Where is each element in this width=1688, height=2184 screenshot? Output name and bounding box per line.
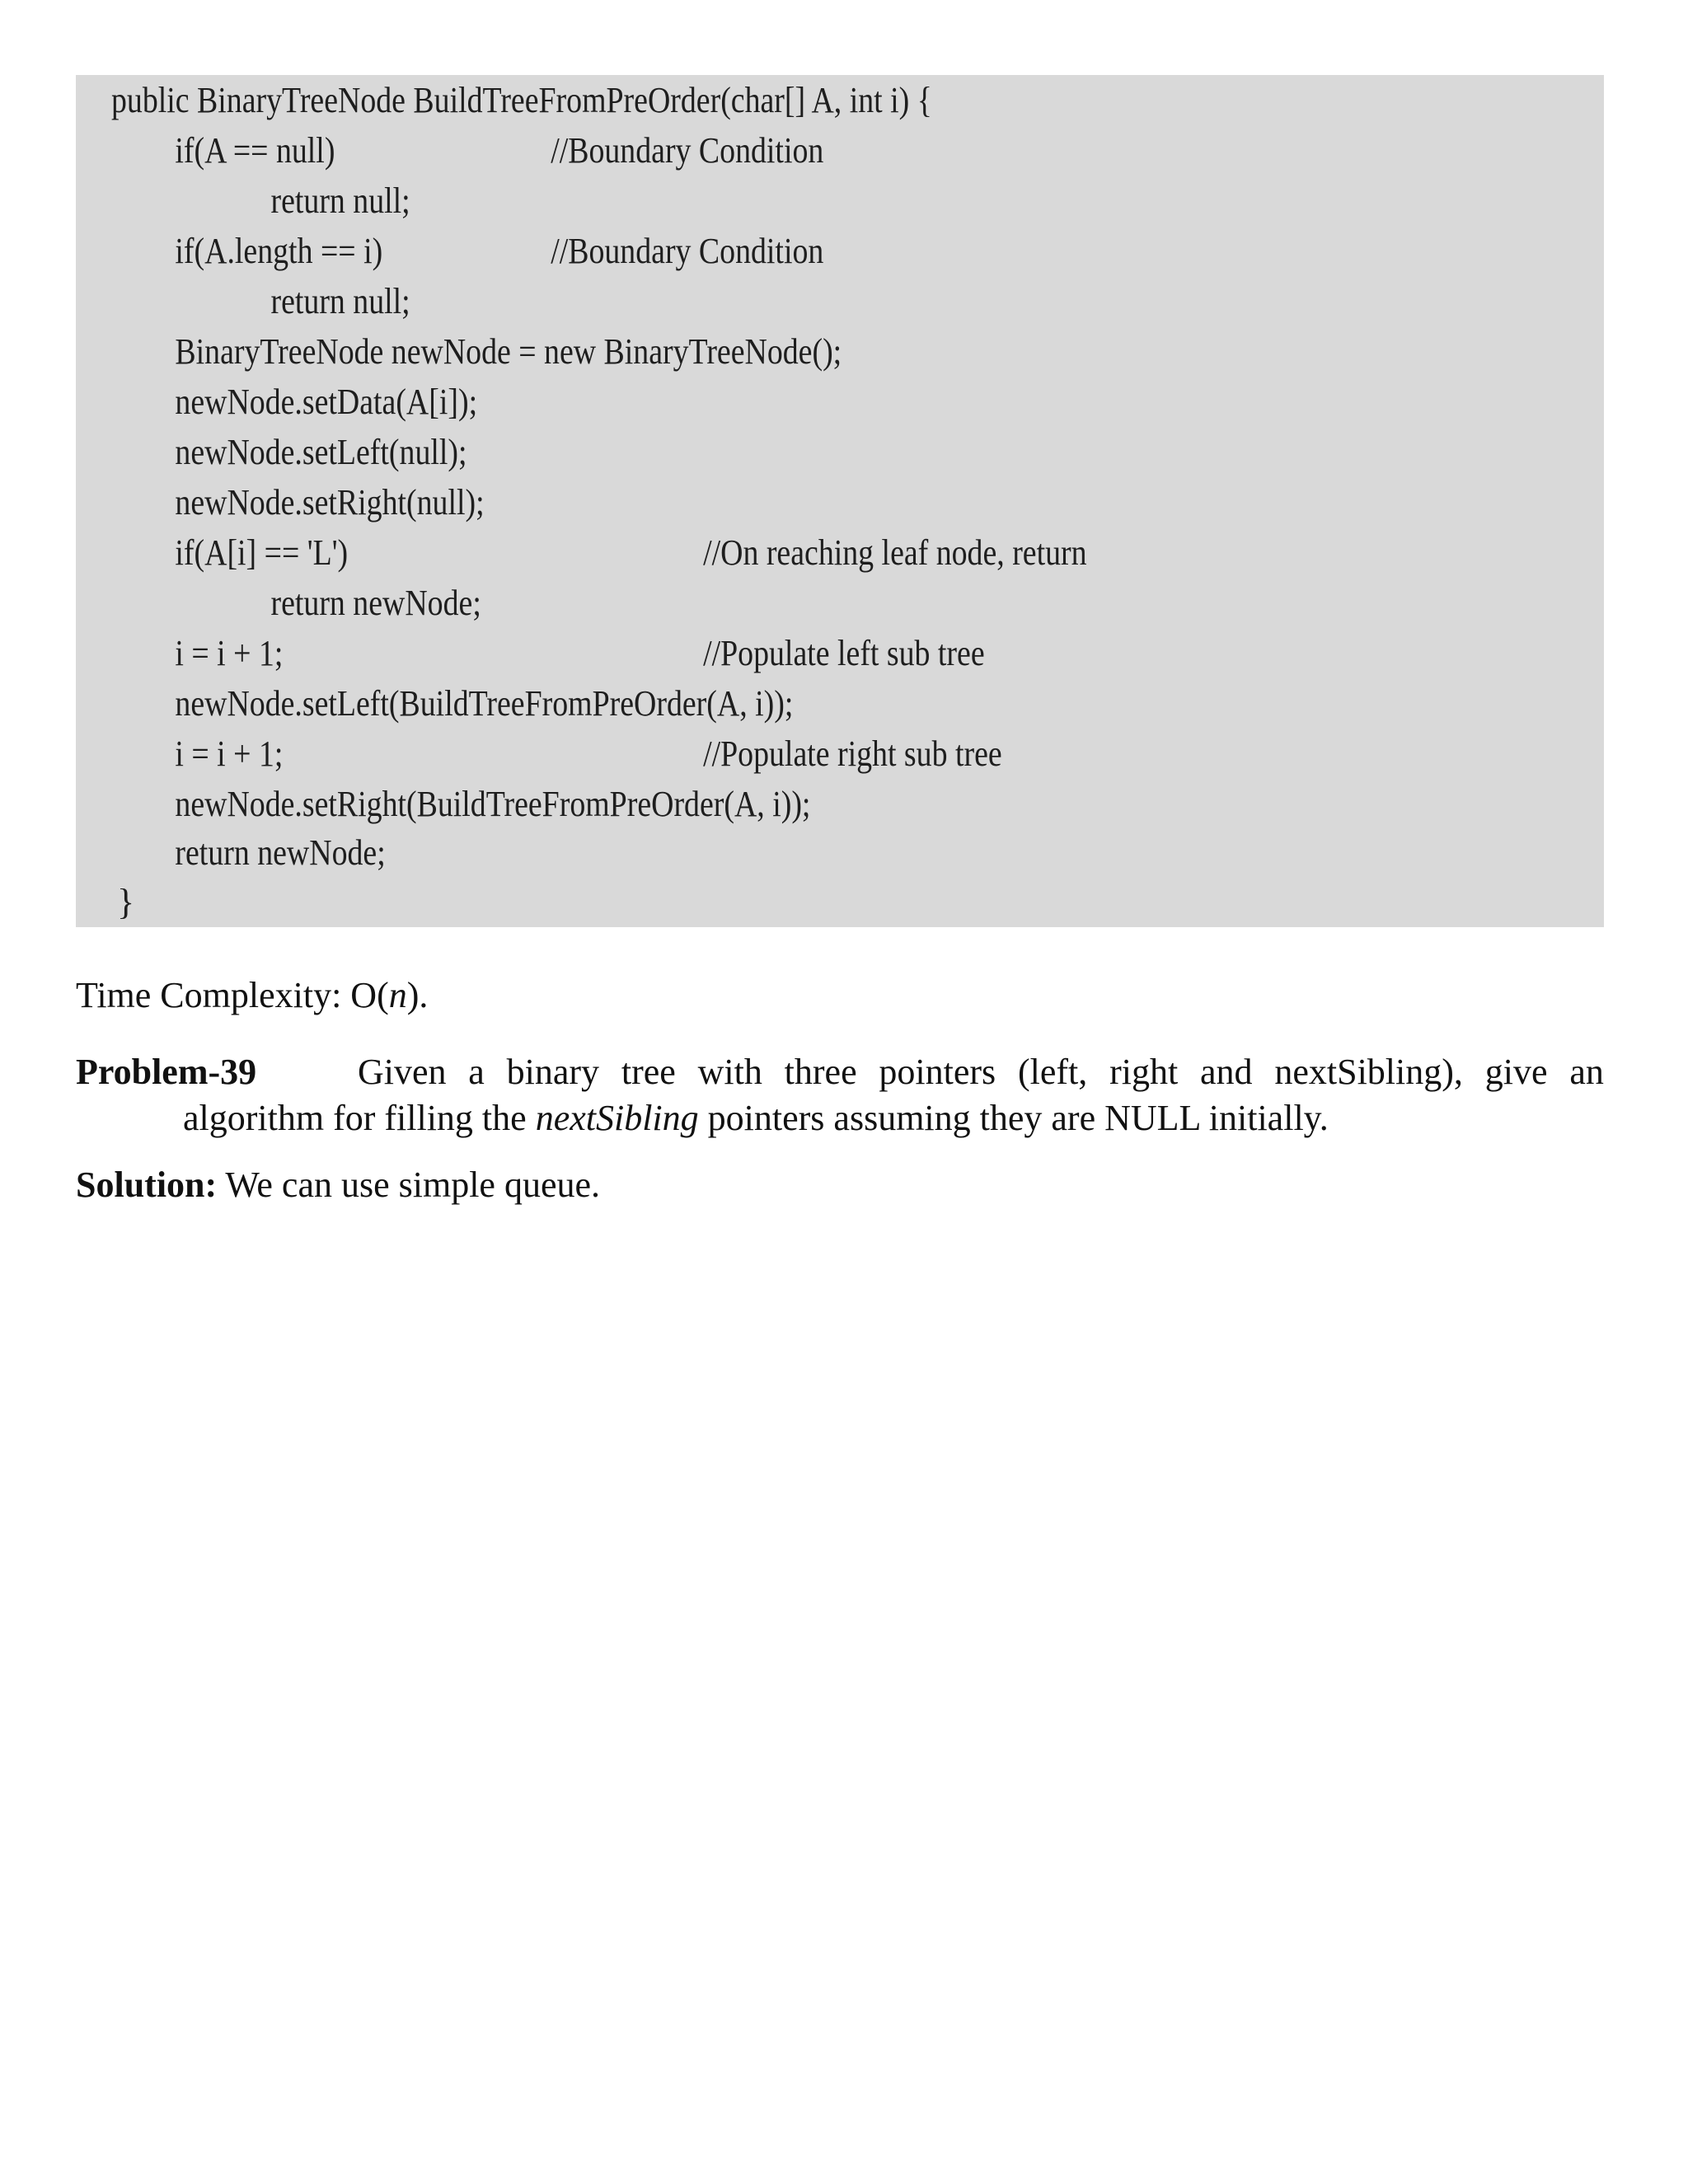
problem-word: an <box>1569 1052 1604 1092</box>
problem-word: tree <box>621 1052 676 1092</box>
code-line <box>76 276 410 326</box>
code-line <box>76 628 985 678</box>
code-text: i = i + 1; <box>175 633 284 673</box>
code-text: BinaryTreeNode newNode = new BinaryTreeNode(); <box>175 331 842 372</box>
problem-line-1 <box>76 1049 1604 1095</box>
problem-word: pointers <box>879 1052 996 1092</box>
problem-word: (left, <box>1017 1052 1088 1092</box>
problem-word: right <box>1109 1052 1179 1092</box>
code-text: if(A == null) <box>175 130 335 171</box>
code-text: newNode.setRight(null); <box>175 482 485 523</box>
problem-word: nextSibling), <box>1274 1052 1463 1092</box>
solution-text: We can use simple queue. <box>217 1165 601 1205</box>
problem-line2-suffix: pointers assuming they are NULL initially. <box>698 1098 1329 1138</box>
time-complexity-suffix: ). <box>406 975 429 1015</box>
code-text: return null; <box>270 281 410 321</box>
code-line <box>76 75 932 125</box>
code-text: newNode.setLeft(BuildTreeFromPreOrder(A, i)); <box>175 683 794 724</box>
solution <box>76 1162 600 1208</box>
code-text: return newNode; <box>270 583 481 623</box>
code-line <box>76 729 1002 779</box>
problem-line-2 <box>76 1095 1604 1141</box>
problem-line2-prefix: algorithm for filling the <box>183 1098 536 1138</box>
code-text: return null; <box>270 180 410 221</box>
code-line <box>76 527 1087 578</box>
problem-line2-emphasis: nextSibling <box>535 1098 699 1138</box>
time-complexity-variable: n <box>388 975 407 1015</box>
code-line <box>76 477 485 527</box>
code-comment: //On reaching leaf node, return <box>703 532 1087 573</box>
problem-statement <box>76 1049 1604 1141</box>
problem-word: and <box>1200 1052 1253 1092</box>
problem-word: binary <box>506 1052 600 1092</box>
code-comment: //Populate left sub tree <box>703 633 985 673</box>
code-line <box>76 427 467 477</box>
problem-word: with <box>697 1052 762 1092</box>
code-line <box>76 377 478 427</box>
solution-label: Solution: <box>76 1165 218 1205</box>
code-text: if(A.length == i) <box>175 231 383 271</box>
code-text: public BinaryTreeNode BuildTreeFromPreOrder(char[] A, int i) { <box>111 80 932 120</box>
code-line <box>76 226 824 276</box>
code-line <box>76 578 481 628</box>
code-line <box>76 326 842 377</box>
code-text: i = i + 1; <box>175 733 284 774</box>
code-comment: //Populate right sub tree <box>703 733 1002 774</box>
problem-word: Given <box>357 1052 447 1092</box>
code-text: newNode.setRight(BuildTreeFromPreOrder(A, i)); <box>175 784 811 824</box>
problem-label: Problem-39 <box>76 1052 257 1092</box>
code-comment: //Boundary Condition <box>551 130 824 171</box>
code-line <box>76 176 410 226</box>
code-closing-brace: } <box>117 882 135 922</box>
code-listing <box>76 75 1604 927</box>
code-text: newNode.setLeft(null); <box>175 432 467 472</box>
problem-word: three <box>784 1052 857 1092</box>
code-text: newNode.setData(A[i]); <box>175 382 478 422</box>
code-comment: //Boundary Condition <box>551 231 824 271</box>
time-complexity-prefix: Time Complexity: O( <box>76 975 389 1015</box>
code-line <box>76 125 824 176</box>
code-line <box>76 827 386 878</box>
code-text: return newNode; <box>175 832 386 873</box>
code-line <box>76 779 811 829</box>
code-line <box>76 678 794 729</box>
problem-word: give <box>1484 1052 1548 1092</box>
code-text: if(A[i] == 'L') <box>175 532 349 573</box>
time-complexity <box>76 972 428 1019</box>
problem-word: a <box>468 1052 485 1092</box>
